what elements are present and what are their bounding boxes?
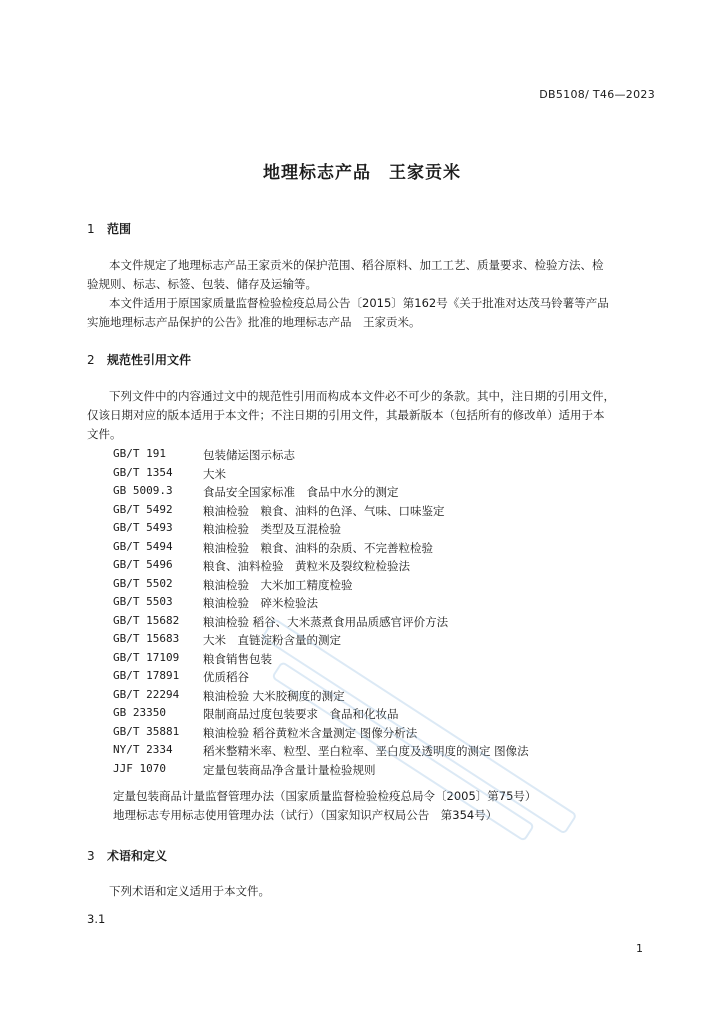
reference-code: GB/T 15682	[113, 614, 180, 627]
reference-code: GB/T 5494	[113, 540, 173, 553]
reference-title: 食品安全国家标准 食品中水分的测定	[203, 485, 399, 499]
reference-code: GB/T 1354	[113, 466, 173, 479]
reference-extra: 定量包装商品计量监督管理办法（国家质量监督检验检疫总局令〔2005〕第75号）	[113, 789, 537, 803]
reference-title: 粮油检验 粮食、油料的杂质、不完善粒检验	[203, 541, 433, 555]
section-title: 范围	[107, 222, 132, 236]
paragraph-line: 本文件适用于原国家质量监督检验检疫总局公告〔2015〕第162号《关于批准对达茂马铃薯等产品	[109, 296, 609, 310]
reference-code: GB/T 191	[113, 447, 166, 460]
reference-extra: 地理标志专用标志使用管理办法（试行）（国家知识产权局公告 第354号）	[113, 808, 498, 822]
reference-title: 定量包装商品净含量计量检验规则	[203, 763, 376, 777]
section-number: 3	[87, 849, 95, 863]
reference-title: 大米 直链淀粉含量的测定	[203, 633, 341, 647]
reference-code: GB/T 17891	[113, 669, 180, 682]
reference-title: 包装储运图示标志	[203, 448, 295, 462]
document-code: DB5108/ T46—2023	[539, 88, 655, 101]
paragraph-line: 文件。	[87, 427, 122, 441]
reference-title: 粮油检验 类型及互混检验	[203, 522, 341, 536]
reference-code: JJF 1070	[113, 762, 166, 775]
section-3-heading	[87, 847, 167, 864]
reference-title: 粮油检验 稻谷、大米蒸煮食用品质感官评价方法	[203, 615, 449, 629]
paragraph-line: 实施地理标志产品保护的公告》批准的地理标志产品 王家贡米。	[87, 315, 421, 329]
reference-code: GB/T 15683	[113, 632, 180, 645]
reference-code: GB/T 22294	[113, 688, 180, 701]
paragraph-line: 下列术语和定义适用于本文件。	[109, 884, 270, 898]
section-title: 术语和定义	[107, 849, 168, 863]
page-number: 1	[636, 942, 643, 955]
section-number: 2	[87, 353, 95, 367]
reference-title: 粮油检验 粮食、油料的色泽、气味、口味鉴定	[203, 504, 445, 518]
section-1-heading	[87, 220, 131, 237]
reference-title: 限制商品过度包装要求 食品和化妆品	[203, 707, 399, 721]
reference-code: GB/T 5496	[113, 558, 173, 571]
reference-code: GB/T 5502	[113, 577, 173, 590]
section-title: 规范性引用文件	[107, 353, 192, 367]
subsection-number: 3.1	[87, 912, 106, 926]
section-number: 1	[87, 222, 95, 236]
reference-title: 粮食销售包装	[203, 652, 272, 666]
reference-title: 稻米整精米率、粒型、垩白粒率、垩白度及透明度的测定 图像法	[203, 744, 529, 758]
section-2-heading	[87, 351, 191, 368]
paragraph-line: 验规则、标志、标签、包装、储存及运输等。	[87, 277, 317, 291]
document-title: 地理标志产品 王家贡米	[263, 163, 461, 183]
reference-title: 大米	[203, 467, 226, 481]
reference-code: NY/T 2334	[113, 743, 173, 756]
paragraph-line: 下列文件中的内容通过文中的规范性引用而构成本文件必不可少的条款。其中，注日期的引用文件，	[109, 389, 615, 403]
reference-code: GB 23350	[113, 706, 166, 719]
reference-code: GB/T 5493	[113, 521, 173, 534]
reference-code: GB 5009.3	[113, 484, 173, 497]
paragraph-line: 仅该日期对应的版本适用于本文件；不注日期的引用文件，其最新版本（包括所有的修改单）适用于本	[87, 408, 605, 422]
reference-title: 粮油检验 大米胶稠度的测定	[203, 689, 345, 703]
reference-code: GB/T 35881	[113, 725, 180, 738]
reference-title: 粮油检验 大米加工精度检验	[203, 578, 353, 592]
reference-title: 粮油检验 稻谷黄粒米含量测定 图像分析法	[203, 726, 418, 740]
reference-title: 粮食、油料检验 黄粒米及裂纹粒检验法	[203, 559, 410, 573]
reference-code: GB/T 5503	[113, 595, 173, 608]
reference-title: 粮油检验 碎米检验法	[203, 596, 318, 610]
reference-title: 优质稻谷	[203, 670, 249, 684]
paragraph-line: 本文件规定了地理标志产品王家贡米的保护范围、稻谷原料、加工工艺、质量要求、检验方法、检	[109, 258, 604, 272]
reference-code: GB/T 17109	[113, 651, 180, 664]
reference-code: GB/T 5492	[113, 503, 173, 516]
